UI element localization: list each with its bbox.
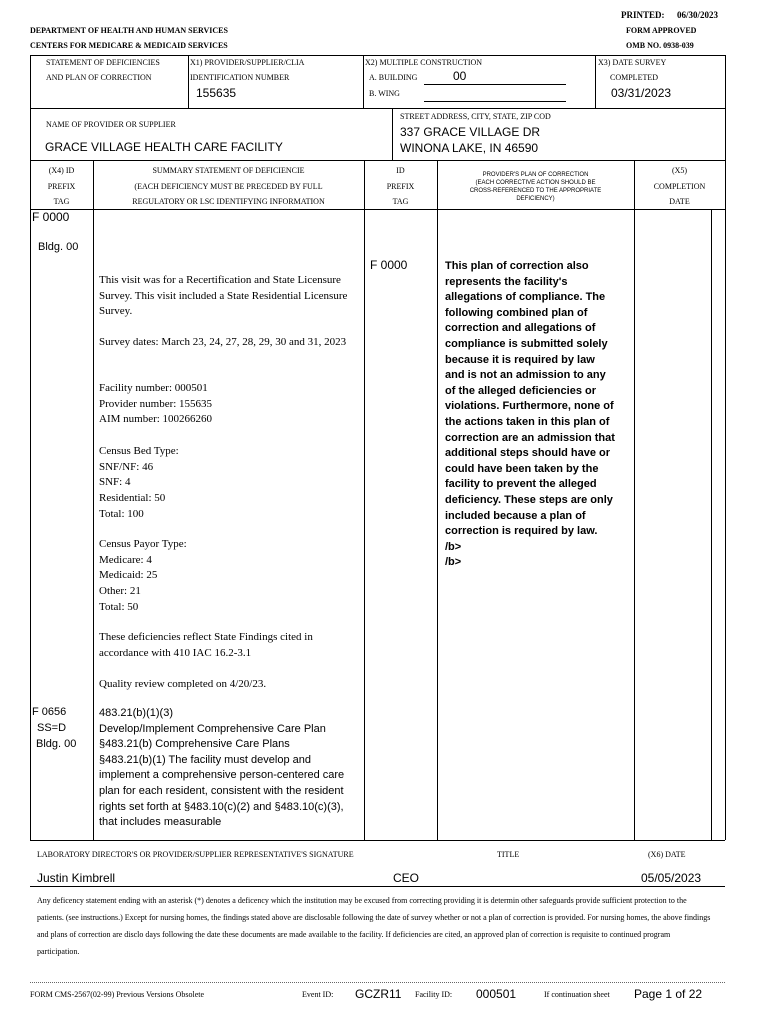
x5-header: (X5)	[671, 166, 688, 175]
x3-label: X3) DATE SURVEY	[598, 58, 667, 67]
address-line-1: 337 GRACE VILLAGE DR	[400, 125, 541, 139]
x6-date-label: (X6) DATE	[648, 850, 686, 859]
plan-subheader: (EACH CORRECTIVE ACTION SHOULD BE	[475, 180, 596, 186]
x5-date: DATE	[669, 197, 690, 206]
x4-header: (X4) ID	[48, 166, 75, 175]
plan-header: PROVIDER'S PLAN OF CORRECTION	[482, 172, 589, 178]
plan-subheader-3: DEFICIENCY)	[516, 196, 555, 202]
scope-severity: SS=D	[37, 722, 67, 734]
summary-paragraph-4: Census Bed Type: SNF/NF: 46 SNF: 4 Residential: 50 Total: 100	[99, 445, 179, 520]
signature-label: LABORATORY DIRECTOR'S OR PROVIDER/SUPPLIER REPRESENTATIVE'S SIGNATURE	[37, 850, 354, 859]
building-tag-2: Bldg. 00	[36, 738, 77, 750]
plan-subheader-2: CROSS-REFERENCED TO THE APPROPRIATE	[469, 188, 602, 194]
x1-label: X1) PROVIDER/SUPPLIER/CLIA	[190, 58, 305, 67]
summary-paragraph-5: Census Payor Type: Medicare: 4 Medicaid: 25 Other: 21 Total: 50	[99, 538, 187, 613]
id-tag: TAG	[392, 197, 409, 206]
title-label: TITLE	[497, 850, 520, 859]
printed-label: PRINTED:	[621, 10, 665, 20]
id-prefix: PREFIX	[386, 182, 415, 191]
address-label: STREET ADDRESS, CITY, STATE, ZIP COD	[400, 112, 551, 121]
wing-label: B. WING	[369, 89, 400, 98]
centers-name: CENTERS FOR MEDICARE & MEDICAID SERVICES	[30, 41, 228, 50]
summary-paragraph-2: Survey dates: March 23, 24, 27, 28, 29, 30 and 31, 2023	[99, 336, 347, 348]
page-number: Page 1 of 22	[634, 987, 703, 1001]
summary-f0656: 483.21(b)(1)(3) Develop/Implement Comprehensive Care Plan §483.21(b) Comprehensive Care Plans §483.21(b)(1) The facility must develop and implement a comprehensive person-centered care plan for each resident, consistent with the resident rights set forth at §483.10(c)(2) and §483.10(c)(3), that includes measurable	[99, 707, 345, 829]
provider-number: 155635	[196, 86, 237, 100]
plan-of-correction-label: AND PLAN OF CORRECTION	[46, 73, 152, 82]
survey-date: 03/31/2023	[611, 86, 672, 100]
id-header: ID	[396, 166, 405, 175]
building-value: 00	[453, 69, 467, 83]
building-tag: Bldg. 00	[38, 241, 79, 253]
form-approved-label: FORM APPROVED	[626, 26, 697, 35]
summary-header: SUMMARY STATEMENT OF DEFICIENCIE	[152, 166, 305, 175]
summary-paragraph-7: Quality review completed on 4/20/23.	[99, 678, 267, 690]
department-name: DEPARTMENT OF HEALTH AND HUMAN SERVICES	[30, 26, 228, 35]
provider-name: GRACE VILLAGE HEALTH CARE FACILITY	[45, 140, 283, 154]
address-line-2: WINONA LAKE, IN 46590	[400, 141, 539, 155]
disclaimer-text: Any deficency statement ending with an asterisk (*) denotes a deficency which the institution may be excused from correcting providing it is determin other safeguards provide sufficient protection to the patients. (see instructions.) Except for nursing homes, the findings stated above are disclosable following the date of survey whether or not a plan of correction is provided. For nursing homes, the above findings and plans of correction are disclo days following the date these documents are made available to the facility. If deficiencies are cited, an approved plan of correction is requisite to continued program participation.	[37, 896, 711, 956]
id-tag-f0000: F 0000	[370, 258, 408, 272]
deficiency-tag-f0656: F 0656	[32, 706, 67, 718]
deficiency-tag-f0000: F 0000	[32, 210, 70, 224]
facility-id-value: 000501	[476, 987, 517, 1001]
event-id-label: Event ID:	[302, 990, 334, 999]
building-label: A. BUILDING	[369, 73, 418, 82]
x3-completed-label: COMPLETED	[610, 73, 658, 82]
facility-id-label: Facility ID:	[415, 990, 453, 999]
x4-prefix: PREFIX	[47, 182, 76, 191]
summary-paragraph-3: Facility number: 000501 Provider number: 155635 AIM number: 100266260	[99, 382, 213, 426]
x5-completion: COMPLETION	[653, 182, 706, 191]
printed-date: 06/30/2023	[677, 10, 719, 20]
x2-label: X2) MULTIPLE CONSTRUCTION	[365, 58, 483, 67]
summary-subheader: (EACH DEFICIENCY MUST BE PRECEDED BY FULL	[134, 182, 323, 191]
event-id-value: GCZR11	[355, 987, 402, 1001]
title-value: CEO	[393, 871, 420, 885]
form-number: FORM CMS-2567(02-99) Previous Versions Obsolete	[30, 990, 205, 999]
signature-value: Justin Kimbrell	[37, 871, 116, 885]
x1-label-2: IDENTIFICATION NUMBER	[190, 73, 290, 82]
provider-name-label: NAME OF PROVIDER OR SUPPLIER	[46, 120, 176, 129]
summary-subheader-2: REGULATORY OR LSC IDENTIFYING INFORMATION	[132, 197, 325, 206]
signature-date: 05/05/2023	[641, 871, 702, 885]
plan-of-correction-text: This plan of correction also represents the facility's allegations of compliance. The following combined plan of correction and allegations of compliance is submitted solely because it is required by law and is not an admission to any of the alleged deficiencies or violations. Furthermore, none of the actions taken in this plan of correction are an admission that additional steps should have or could have been taken by the facility to prevent the alleged deficiency. These steps are only included because a plan of correction is required by law. /b> /b>	[445, 260, 615, 569]
summary-paragraph-1: This visit was for a Recertification and State Licensure Survey. This visit included a State Residential Licensure Survey.	[99, 274, 348, 318]
continuation-label: If continuation sheet	[544, 990, 610, 999]
statement-label: STATEMENT OF DEFICIENCIES	[46, 58, 160, 67]
summary-paragraph-6: These deficiencies reflect State Findings cited in accordance with 410 IAC 16.2-3.1	[99, 631, 313, 659]
omb-number: OMB NO. 0938-039	[626, 41, 694, 50]
x4-tag: TAG	[53, 197, 70, 206]
